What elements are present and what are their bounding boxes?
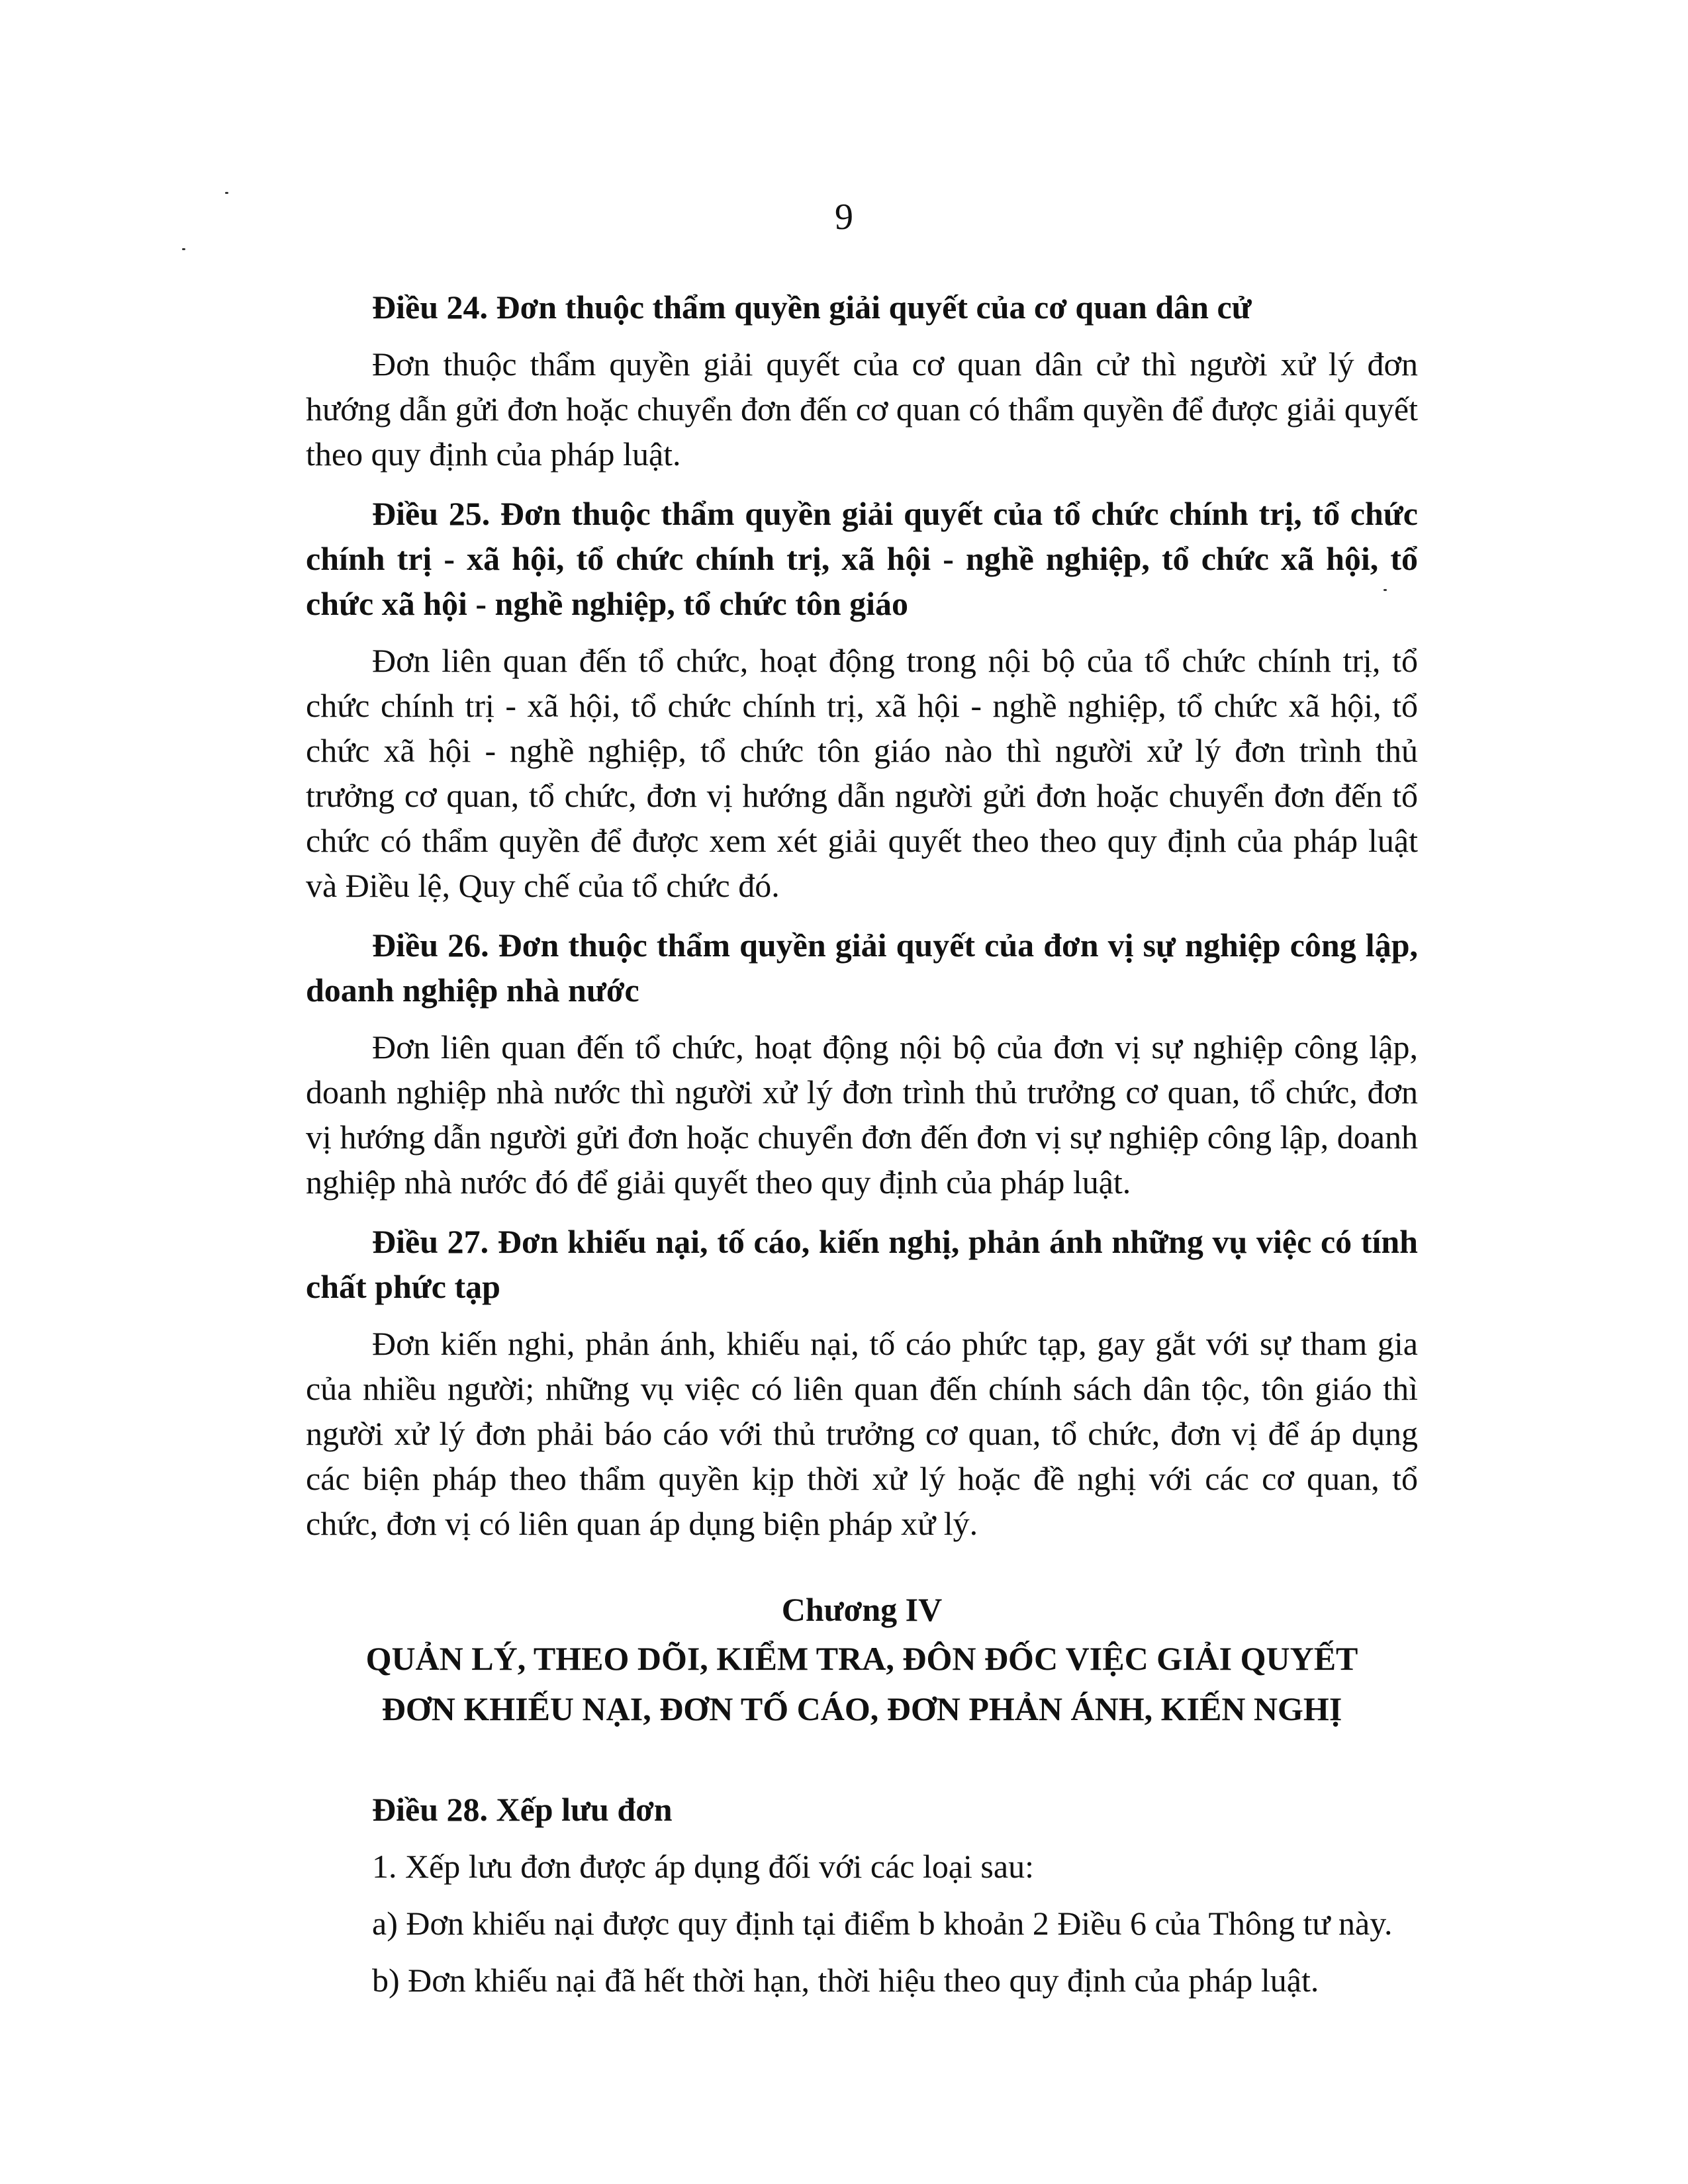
article-28: [306, 1787, 1418, 2003]
article-heading: Điều 28. Xếp lưu đơn: [372, 1791, 673, 1828]
article-heading: Điều 27. Đơn khiếu nại, tố cáo, kiến nghị, phản ánh những vụ việc có tính chất phức tạp: [306, 1223, 1418, 1305]
scan-speck: [182, 248, 185, 250]
chapter-title-line-2: ĐƠN KHIẾU NẠI, ĐƠN TỐ CÁO, ĐƠN PHẢN ÁNH, KIẾN NGHỊ: [381, 1690, 1342, 1727]
article-26: [306, 923, 1418, 1205]
list-item: b) Đơn khiếu nại đã hết thời hạn, thời hiệu theo quy định của pháp luật.: [372, 1962, 1319, 1999]
chapter-title-line-1: QUẢN LÝ, THEO DÕI, KIỂM TRA, ĐÔN ĐỐC VIỆC GIẢI QUYẾT: [365, 1640, 1358, 1677]
chapter-header: [306, 1586, 1418, 1734]
article-heading: Điều 25. Đơn thuộc thẩm quyền giải quyết của tổ chức chính trị, tổ chức chính trị - xã hội, tổ chức chính trị, xã hội - nghề nghiệp, tổ chức xã hội, tổ chức xã hội - nghề nghiệp, tổ chức tôn giáo: [306, 495, 1418, 622]
list-item: a) Đơn khiếu nại được quy định tại điểm b khoản 2 Điều 6 của Thông tư này.: [372, 1905, 1393, 1942]
article-heading: Điều 24. Đơn thuộc thẩm quyền giải quyết của cơ quan dân cử: [372, 289, 1252, 326]
document-body: [306, 285, 1418, 2015]
article-paragraph: Đơn kiến nghi, phản ánh, khiếu nại, tố cáo phức tạp, gay gắt với sự tham gia của nhiều người; những vụ việc có liên quan đến chính sách dân tộc, tôn giáo thì người xử lý đơn phải báo cáo với thủ trưởng cơ quan, tổ chức, đơn vị để áp dụng các biện pháp theo thẩm quyền kịp thời xử lý hoặc đề nghị với các cơ quan, tổ chức, đơn vị có liên quan áp dụng biện pháp xử lý.: [306, 1325, 1418, 1542]
article-24: [306, 285, 1418, 477]
scan-speck: [225, 192, 228, 194]
article-paragraph: Đơn thuộc thẩm quyền giải quyết của cơ quan dân cử thì người xử lý đơn hướng dẫn gửi đơn hoặc chuyển đơn đến cơ quan có thẩm quyền để được giải quyết theo quy định của pháp luật.: [306, 345, 1418, 473]
article-paragraph: Đơn liên quan đến tổ chức, hoạt động trong nội bộ của tổ chức chính trị, tổ chức chính trị - xã hội, tổ chức chính trị, xã hội - nghề nghiệp, tổ chức xã hội, tổ chức xã hội - nghề nghiệp, tổ chức tôn giáo nào thì người xử lý đơn trình thủ trưởng cơ quan, tổ chức, đơn vị hướng dẫn người gửi đơn hoặc chuyển đơn đến tổ chức có thẩm quyền để được xem xét giải quyết theo theo quy định của pháp luật và Điều lệ, Quy chế của tổ chức đó.: [306, 642, 1418, 904]
article-paragraph: Đơn liên quan đến tổ chức, hoạt động nội bộ của đơn vị sự nghiệp công lập, doanh nghiệp nhà nước thì người xử lý đơn trình thủ trưởng cơ quan, tổ chức, đơn vị hướng dẫn người gửi đơn hoặc chuyển đơn đến đơn vị sự nghiệp công lập, doanh nghiệp nhà nước đó để giải quyết theo quy định của pháp luật.: [306, 1028, 1418, 1201]
chapter-label: Chương IV: [781, 1591, 943, 1628]
article-27: [306, 1219, 1418, 1546]
page-number: 9: [835, 197, 853, 238]
list-item: 1. Xếp lưu đơn được áp dụng đối với các loại sau:: [372, 1848, 1034, 1885]
scan-speck: [1383, 589, 1387, 591]
article-heading: Điều 26. Đơn thuộc thẩm quyền giải quyết của đơn vị sự nghiệp công lập, doanh nghiệp nhà nước: [306, 927, 1418, 1009]
article-25: [306, 491, 1418, 908]
